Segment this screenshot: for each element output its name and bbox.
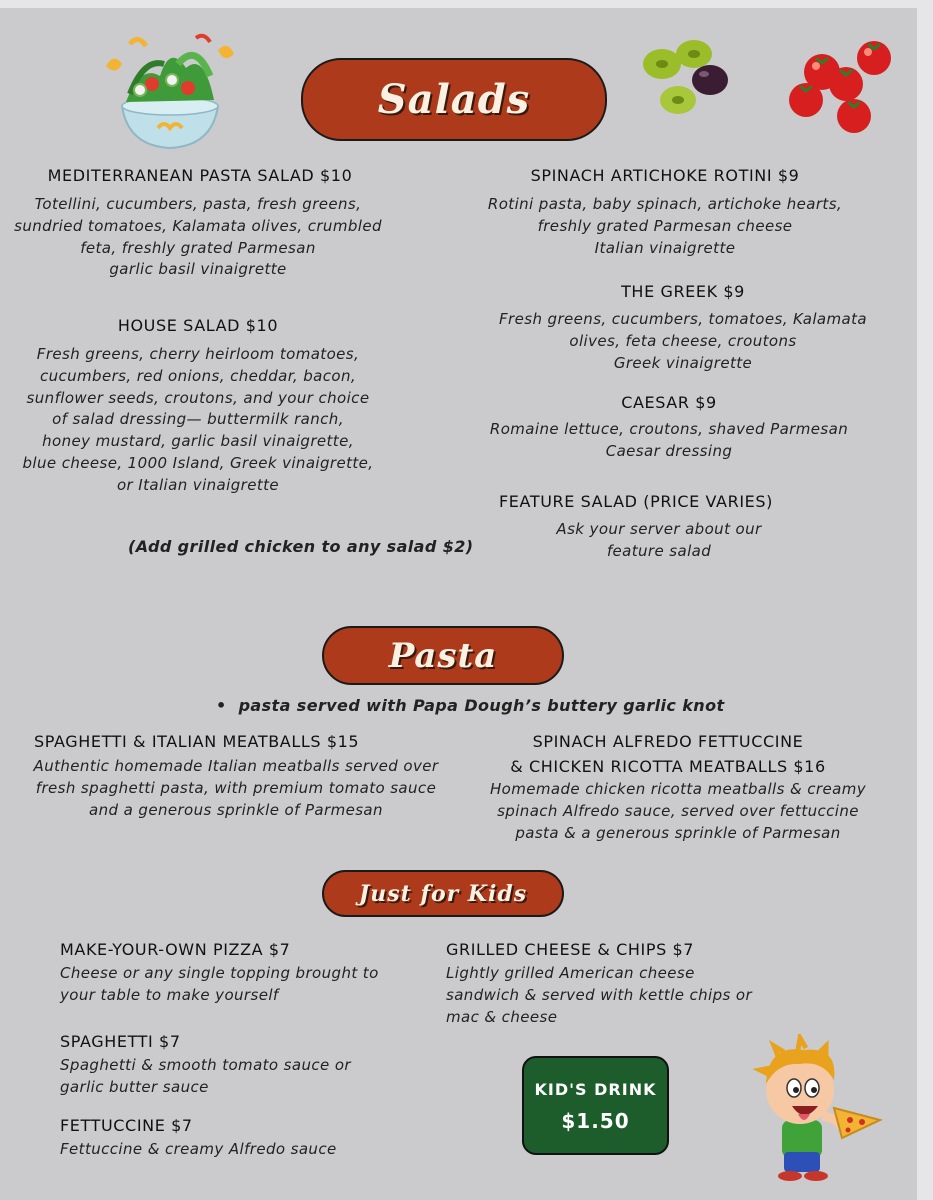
desc-line: feature salad [606, 541, 712, 560]
desc-line: sandwich & served with kettle chips or [446, 985, 753, 1004]
kids-title: Just for Kids [358, 880, 528, 907]
mediterranean-desc [0, 194, 396, 281]
desc-line: Romaine lettuce, croutons, shaved Parmesan [489, 420, 849, 438]
mediterranean-title: MEDITERRANEAN PASTA SALAD $10 [47, 166, 353, 185]
greek-desc [475, 309, 891, 374]
desc-line: cucumbers, red onions, cheddar, bacon, [39, 366, 357, 385]
desc-line: Totellini, cucumbers, pasta, fresh greens, [34, 195, 362, 213]
make-your-own-pizza-desc [60, 963, 379, 1007]
desc-line: of salad dressing— buttermilk ranch, [52, 410, 344, 429]
spinach-alfredo-title-line2: & CHICKEN RICOTTA MEATBALLS $16 [510, 757, 826, 776]
greek-title: THE GREEK $9 [621, 282, 745, 301]
desc-line: your table to make yourself [60, 985, 279, 1004]
desc-line: Greek vinaigrette [613, 353, 753, 372]
spaghetti-meatballs-title: SPAGHETTI & ITALIAN MEATBALLS $15 [34, 732, 360, 751]
menu-page [0, 8, 917, 1200]
spaghetti-meatballs-desc [22, 756, 450, 821]
spinach-alfredo-title: SPINACH ALFREDO FETTUCCINE [532, 732, 804, 751]
olives-icon [638, 38, 734, 120]
kids-spaghetti-title: SPAGHETTI $7 [60, 1032, 181, 1051]
grilled-cheese-title: GRILLED CHEESE & CHIPS $7 [446, 940, 695, 959]
pasta-note [216, 695, 725, 717]
desc-line: and a generous sprinkle of Parmesan [89, 800, 383, 819]
cherry-tomatoes-icon [782, 36, 894, 136]
kids-header [322, 870, 564, 917]
bullet: • [216, 696, 239, 715]
salads-header [301, 58, 607, 141]
desc-line: Authentic homemade Italian meatballs served over [33, 757, 439, 775]
desc-line: freshly grated Parmesan cheese [537, 216, 793, 235]
desc-line: sundried tomatoes, Kalamata olives, crumbled [14, 216, 382, 235]
desc-line: Rotini pasta, baby spinach, artichoke hearts, [487, 195, 843, 213]
desc-line: honey mustard, garlic basil vinaigrette, [42, 432, 354, 451]
desc-line: sunflower seeds, croutons, and your choice [26, 388, 370, 407]
make-your-own-pizza-title: MAKE-YOUR-OWN PIZZA $7 [60, 940, 291, 959]
caesar-desc [475, 419, 863, 463]
pasta-title: Pasta [388, 635, 498, 676]
kids-drink-price: $1.50 [561, 1109, 630, 1133]
desc-line: Ask your server about our [556, 520, 762, 538]
desc-line: blue cheese, 1000 Island, Greek vinaigrette, [22, 453, 374, 472]
desc-line: mac & cheese [446, 1007, 558, 1026]
desc-line: fresh spaghetti pasta, with premium tomato sauce [35, 778, 437, 797]
spinach-artichoke-desc [475, 194, 855, 259]
desc-line: Fettuccine & creamy Alfredo sauce [60, 1140, 337, 1158]
desc-line: or Italian vinaigrette [116, 475, 280, 494]
pasta-header [322, 626, 564, 685]
desc-line: Caesar dressing [605, 441, 733, 460]
house-salad-desc [0, 344, 396, 497]
desc-line: Fresh greens, cucumbers, tomatoes, Kalamata [499, 310, 867, 328]
desc-line: Italian vinaigrette [594, 238, 736, 257]
desc-line: pasta & a generous sprinkle of Parmesan [515, 823, 841, 842]
caesar-title: CAESAR $9 [621, 393, 717, 412]
spinach-alfredo-desc [480, 779, 876, 844]
feature-salad-desc [500, 519, 818, 563]
house-salad-title: HOUSE SALAD $10 [117, 316, 279, 335]
desc-line: garlic butter sauce [60, 1077, 209, 1096]
desc-line: Cheese or any single topping brought to [60, 964, 379, 982]
pasta-note-text: pasta served with Papa Dough’s buttery garlic knot [238, 696, 725, 715]
desc-line: Lightly grilled American cheese [446, 964, 695, 982]
kids-fettuccine-desc [60, 1139, 337, 1161]
salads-title: Salads [377, 76, 531, 123]
salad-bowl-icon [100, 24, 240, 154]
desc-line: Homemade chicken ricotta meatballs & creamy [490, 780, 866, 798]
grilled-cheese-desc [446, 963, 752, 1028]
desc-line: garlic basil vinaigrette [109, 260, 287, 279]
feature-salad-title: FEATURE SALAD (PRICE VARIES) [499, 492, 773, 511]
kids-fettuccine-title: FETTUCCINE $7 [60, 1116, 193, 1135]
desc-line: feta, freshly grated Parmesan [80, 238, 316, 257]
spinach-artichoke-title: SPINACH ARTICHOKE ROTINI $9 [530, 166, 800, 185]
desc-line: Spaghetti & smooth tomato sauce or [60, 1056, 351, 1074]
desc-line: olives, feta cheese, croutons [569, 331, 797, 350]
kids-spaghetti-desc [60, 1055, 351, 1099]
desc-line: spinach Alfredo sauce, served over fettuccine [497, 801, 859, 820]
add-chicken-note: (Add grilled chicken to any salad $2) [128, 537, 474, 556]
kids-drink-box [522, 1056, 669, 1155]
kids-drink-label: KID'S DRINK [534, 1080, 657, 1099]
kid-eating-pizza-icon [738, 1034, 884, 1184]
desc-line: Fresh greens, cherry heirloom tomatoes, [36, 345, 360, 363]
